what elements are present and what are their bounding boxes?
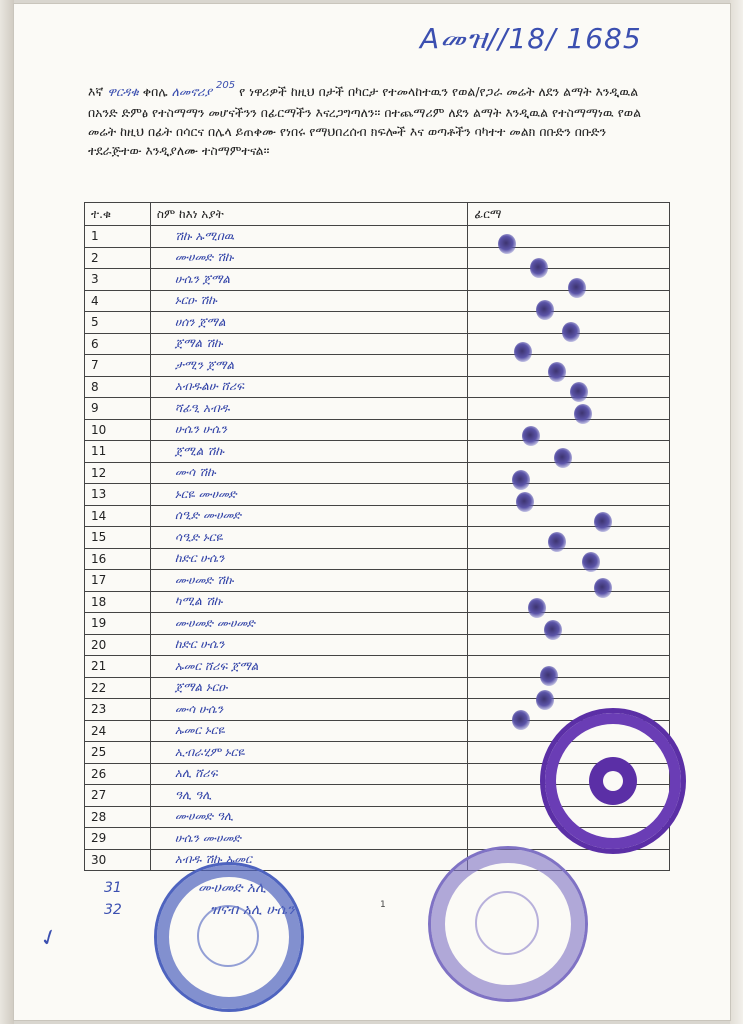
fingerprint-mark	[512, 710, 530, 730]
row-number: 21	[85, 656, 151, 678]
handwritten-name: አብዱ ሽኩ ኡመር	[174, 852, 252, 867]
fingerprint-mark	[514, 342, 532, 362]
fingerprint-mark	[594, 512, 612, 532]
handwritten-name: ሁሴን ሁሴን	[174, 422, 227, 437]
row-number: 20	[85, 634, 151, 656]
row-name	[150, 419, 467, 441]
row-name	[150, 591, 467, 613]
handwritten-name: ኡመር ሸሪፍ ጀማል	[174, 658, 259, 673]
row-name	[150, 806, 467, 828]
intro-paragraph	[88, 82, 658, 160]
row-name	[150, 527, 467, 549]
row-number: 11	[85, 441, 151, 463]
handwritten-name: አብዱልሁ ሸሪፍ	[174, 379, 244, 394]
row-number: 10	[85, 419, 151, 441]
row-name	[150, 376, 467, 398]
row-number: 19	[85, 613, 151, 635]
scan-left-edge	[0, 0, 14, 1024]
table-row	[85, 570, 670, 592]
row-signature	[468, 247, 670, 269]
stamp-inner-ring	[197, 905, 259, 967]
fingerprint-mark	[570, 382, 588, 402]
handwritten-name: ሳዒድ ኑርዬ	[174, 529, 223, 544]
row-signature	[468, 355, 670, 377]
row-number: 9	[85, 398, 151, 420]
handwritten-name: ሁሴን ጀማል	[174, 271, 231, 286]
table-row	[85, 677, 670, 699]
row-name	[150, 828, 467, 850]
row-name	[150, 763, 467, 785]
row-number: 13	[85, 484, 151, 506]
fingerprint-mark	[544, 620, 562, 640]
row-name	[150, 269, 467, 291]
fingerprint-mark	[548, 362, 566, 382]
intro-text-1: እኛ	[88, 84, 104, 99]
handwritten-name: ጀማል ኑርዑ	[174, 680, 228, 695]
handwritten-name: ኑርዑ ሽኩ	[174, 293, 217, 308]
handwritten-name: ጀማል ሽኩ	[174, 336, 223, 351]
intro-text-3: የ ነዋሪዎች ከዚህ በታች በካርታ የተመላከተዉን የወል/የጋራ መሬት ለደን ልማት እንዲዉል በአንድ ድምፅ የተስማማን መሆናችንን በፊርማችን እናረጋግጣለን፡፡ በተጨማሪም ለደን ልማት እንዲዉል የተስማማነዉ የወል መሬት ከዚህ በፊት በሳርና በሌላ ይጠቀሙ የነበሩ የማህበረሰብ ክፍሎች እና ወጣቶችን ባካተተ መልክ በቡድን በቡድን ተደራጅተው እንዲያለሙ ተስማምተናል፡፡	[88, 84, 642, 158]
row-number: 26	[85, 763, 151, 785]
handwritten-name: ኢብራሂም ኑርዬ	[174, 744, 245, 759]
handwritten-name: ካሚል ሽኩ	[174, 594, 223, 609]
row-signature	[468, 376, 670, 398]
fingerprint-mark	[536, 300, 554, 320]
table-row	[85, 226, 670, 248]
row-number: 8	[85, 376, 151, 398]
table-row	[85, 527, 670, 549]
handwritten-name: ከድር ሁሴን	[174, 637, 225, 652]
row-name	[150, 613, 467, 635]
row-number: 17	[85, 570, 151, 592]
row-name	[150, 656, 467, 678]
handwritten-name: ሙሳ ሽኩ	[174, 465, 216, 480]
fingerprint-mark	[512, 470, 530, 490]
row-name	[150, 634, 467, 656]
row-signature	[468, 484, 670, 506]
row-name	[150, 398, 467, 420]
check-mark: ✓	[36, 923, 63, 954]
table-header-row	[85, 203, 670, 226]
handwritten-name: ሀሰን ጀማል	[174, 314, 226, 329]
row-name	[150, 484, 467, 506]
official-stamp-violet	[428, 846, 588, 1002]
row-number: 23	[85, 699, 151, 721]
row-number: 12	[85, 462, 151, 484]
official-stamp-purple	[540, 708, 686, 854]
table-row	[85, 591, 670, 613]
fingerprint-mark	[574, 404, 592, 424]
handwritten-place: ዋርዳቁ	[107, 84, 139, 99]
handwritten-name: ሙሳ ሁሴን	[174, 701, 224, 716]
row-number: 3	[85, 269, 151, 291]
row-signature	[468, 613, 670, 635]
scan-right-edge	[730, 0, 743, 1024]
handwritten-count: 205	[216, 80, 236, 91]
extra-row-31-name: ሙሀመድ አሊ	[198, 880, 266, 896]
handwritten-name: ሙሀመድ ሙሀመድ	[174, 615, 255, 630]
fingerprint-mark	[522, 426, 540, 446]
row-number: 4	[85, 290, 151, 312]
row-name	[150, 247, 467, 269]
row-number: 24	[85, 720, 151, 742]
row-number: 7	[85, 355, 151, 377]
table-row	[85, 441, 670, 463]
handwritten-kebele: ለመኖሪያ	[171, 84, 213, 99]
header-signature: ፊርማ	[468, 203, 670, 226]
row-name	[150, 570, 467, 592]
table-row	[85, 656, 670, 678]
row-number: 30	[85, 849, 151, 871]
handwritten-name: ሽኩ ኡሚበዉ	[174, 228, 235, 243]
row-number: 27	[85, 785, 151, 807]
fingerprint-mark	[530, 258, 548, 278]
row-name	[150, 290, 467, 312]
handwritten-name: ሰዒድ ሙሀመድ	[174, 508, 242, 523]
row-number: 15	[85, 527, 151, 549]
handwritten-name: ታሚን ጀማል	[174, 357, 235, 372]
row-name	[150, 785, 467, 807]
fingerprint-mark	[536, 690, 554, 710]
row-number: 5	[85, 312, 151, 334]
handwritten-name: ኑርዬ ሙሀመድ	[174, 486, 237, 501]
row-name	[150, 505, 467, 527]
table-row	[85, 333, 670, 355]
table-row	[85, 247, 670, 269]
handwritten-name: ሙሀመድ ሽኩ	[174, 250, 234, 265]
table-row	[85, 613, 670, 635]
extra-row-32-name: ዝናብ አሊ ሁሴን	[210, 902, 295, 918]
row-signature	[468, 505, 670, 527]
row-signature	[468, 634, 670, 656]
table-row	[85, 484, 670, 506]
table-row	[85, 355, 670, 377]
header-number: ተ.ቁ	[85, 203, 151, 226]
row-number: 2	[85, 247, 151, 269]
table-row	[85, 634, 670, 656]
fingerprint-mark	[548, 532, 566, 552]
stamp-emblem-center	[603, 771, 623, 791]
row-signature	[468, 548, 670, 570]
fingerprint-mark	[498, 234, 516, 254]
table-row	[85, 505, 670, 527]
row-signature	[468, 656, 670, 678]
reference-number: Aመዝ//18/ 1685	[420, 22, 642, 55]
table-row	[85, 849, 670, 871]
row-name	[150, 312, 467, 334]
fingerprint-mark	[562, 322, 580, 342]
handwritten-name: ኡመር ኑርዬ	[174, 723, 225, 738]
fingerprint-mark	[582, 552, 600, 572]
row-signature	[468, 398, 670, 420]
stamp-inner-ring	[475, 891, 539, 955]
fingerprint-mark	[516, 492, 534, 512]
fingerprint-mark	[568, 278, 586, 298]
fingerprint-mark	[594, 578, 612, 598]
row-name	[150, 742, 467, 764]
row-name	[150, 462, 467, 484]
extra-row-32-number: 32	[104, 902, 122, 918]
row-signature	[468, 591, 670, 613]
handwritten-name: ሙሀመድ ሽኩ	[174, 572, 234, 587]
row-number: 28	[85, 806, 151, 828]
row-number: 14	[85, 505, 151, 527]
row-name	[150, 333, 467, 355]
extra-row-31-number: 31	[104, 880, 122, 896]
row-signature	[468, 570, 670, 592]
official-stamp-blue	[154, 862, 304, 1012]
table-row	[85, 462, 670, 484]
handwritten-name: ሻፊዒ አብዱ	[174, 400, 230, 415]
row-name	[150, 441, 467, 463]
row-signature	[468, 677, 670, 699]
row-name	[150, 226, 467, 248]
fingerprint-mark	[554, 448, 572, 468]
fingerprint-mark	[540, 666, 558, 686]
handwritten-name: ሙሀመድ ዓሊ	[174, 809, 234, 824]
handwritten-name: ሁሴን ሙሀመድ	[174, 830, 241, 845]
row-name	[150, 699, 467, 721]
header-name: ስም ከእነ አያት	[150, 203, 467, 226]
handwritten-name: ከድር ሁሴን	[174, 551, 225, 566]
row-signature	[468, 527, 670, 549]
row-number: 18	[85, 591, 151, 613]
row-name	[150, 355, 467, 377]
handwritten-name: ጀሚል ሽኩ	[174, 443, 224, 458]
row-name	[150, 548, 467, 570]
page-number: 1	[380, 900, 386, 910]
row-name	[150, 720, 467, 742]
row-number: 25	[85, 742, 151, 764]
row-number: 6	[85, 333, 151, 355]
row-number: 1	[85, 226, 151, 248]
row-number: 29	[85, 828, 151, 850]
handwritten-name: አሊ ሸሪፍ	[174, 766, 218, 781]
row-number: 22	[85, 677, 151, 699]
row-number: 16	[85, 548, 151, 570]
intro-text-2: ቀበሌ	[142, 84, 168, 99]
row-signature	[468, 419, 670, 441]
fingerprint-mark	[528, 598, 546, 618]
row-name	[150, 677, 467, 699]
handwritten-name: ዓሊ ዓሊ	[174, 787, 212, 802]
table-row	[85, 312, 670, 334]
